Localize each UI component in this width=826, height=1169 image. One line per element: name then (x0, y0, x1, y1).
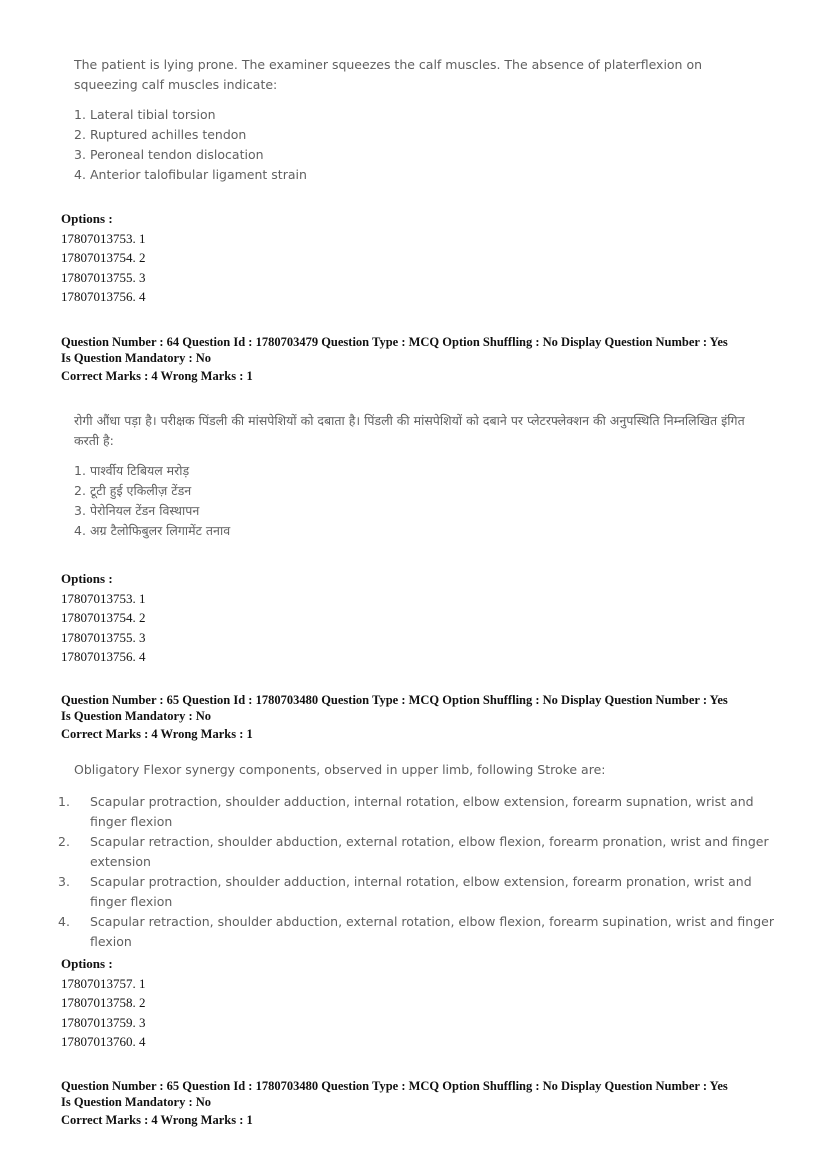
question-stem: The patient is lying prone. The examiner squeezes the calf muscles. The absence of platerflexion on squeezing calf muscles indicate: (74, 57, 703, 92)
option-row: 17807013753. 1 (61, 590, 146, 606)
meta-line: Is Question Mandatory : No (61, 1095, 212, 1109)
meta-line: Question Number : 65 Question Id : 1780703480 Question Type : MCQ Option Shuffling : No Display Question Number : Yes (61, 1079, 728, 1093)
option-row: 17807013760. 4 (61, 1034, 146, 1049)
options-label: Options : (61, 956, 113, 971)
question-image-english-65 (58, 760, 774, 952)
question-image-english-1 (74, 55, 764, 185)
question-meta-65-repeat (61, 1078, 781, 1128)
meta-line: Question Number : 65 Question Id : 1780703480 Question Type : MCQ Option Shuffling : No Display Question Number : Yes (61, 693, 728, 707)
list-item: 2. Ruptured achilles tendon (74, 127, 247, 142)
question-image-hindi-64 (74, 411, 754, 541)
options-label: Options : (61, 211, 113, 226)
option-row: 17807013755. 3 (61, 269, 146, 285)
option-row: 17807013754. 2 (61, 610, 146, 625)
question-items (74, 105, 764, 185)
list-item: 4. Scapular retraction, shoulder abduction, external rotation, elbow flexion, forearm supination, wrist and finger flexion (58, 914, 774, 949)
question-stem: रोगी औंधा पड़ा है। परीक्षक पिंडली की मांसपेशियों को दबाता है। पिंडली की मांसपेशियों को दबाने पर प्लेटरफ्लेक्शन की अनुपस्थिति निम्नलिखित इंगित करती है: (74, 413, 745, 448)
option-row: 17807013756. 4 (61, 289, 146, 304)
list-item: 4. Anterior talofibular ligament strain (74, 167, 307, 182)
meta-line: Correct Marks : 4 Wrong Marks : 1 (61, 1113, 253, 1127)
list-item: 4. अग्र टैलोफिबुलर लिगामेंट तनाव (74, 523, 231, 538)
meta-line: Question Number : 64 Question Id : 1780703479 Question Type : MCQ Option Shuffling : No Display Question Number : Yes (61, 335, 728, 349)
options-block-64 (61, 569, 146, 667)
options-block-65 (61, 954, 146, 1052)
question-items (74, 461, 754, 541)
list-item: 2. Scapular retraction, shoulder abduction, external rotation, elbow flexion, forearm pronation, wrist and finger extension (58, 834, 769, 869)
options-block-1 (61, 209, 146, 307)
question-meta-64 (61, 334, 781, 384)
list-item: 3. Peroneal tendon dislocation (74, 147, 264, 162)
meta-line: Is Question Mandatory : No (61, 709, 212, 723)
option-row: 17807013753. 1 (61, 230, 146, 246)
option-row: 17807013759. 3 (61, 1014, 146, 1030)
option-row: 17807013756. 4 (61, 649, 146, 664)
question-items (58, 792, 774, 952)
meta-line: Is Question Mandatory : No (61, 351, 212, 365)
options-label: Options : (61, 571, 113, 586)
option-row: 17807013755. 3 (61, 629, 146, 645)
question-stem: Obligatory Flexor synergy components, observed in upper limb, following Stroke are: (74, 762, 606, 777)
option-row: 17807013754. 2 (61, 250, 146, 265)
meta-line: Correct Marks : 4 Wrong Marks : 1 (61, 727, 253, 741)
meta-line: Correct Marks : 4 Wrong Marks : 1 (61, 369, 253, 383)
list-item: 1. Scapular protraction, shoulder adduction, internal rotation, elbow extension, forearm supnation, wrist and finger flexion (58, 794, 754, 829)
list-item: 3. Scapular protraction, shoulder adduction, internal rotation, elbow extension, forearm pronation, wrist and finger flexion (58, 874, 752, 909)
list-item: 2. टूटी हुई एकिलीज़ टेंडन (74, 483, 192, 498)
option-row: 17807013757. 1 (61, 975, 146, 991)
question-meta-65 (61, 692, 781, 742)
option-row: 17807013758. 2 (61, 995, 146, 1010)
list-item: 1. Lateral tibial torsion (74, 107, 216, 122)
list-item: 1. पार्श्वीय टिबियल मरोड़ (74, 463, 190, 478)
list-item: 3. पेरोनियल टेंडन विस्थापन (74, 503, 200, 518)
